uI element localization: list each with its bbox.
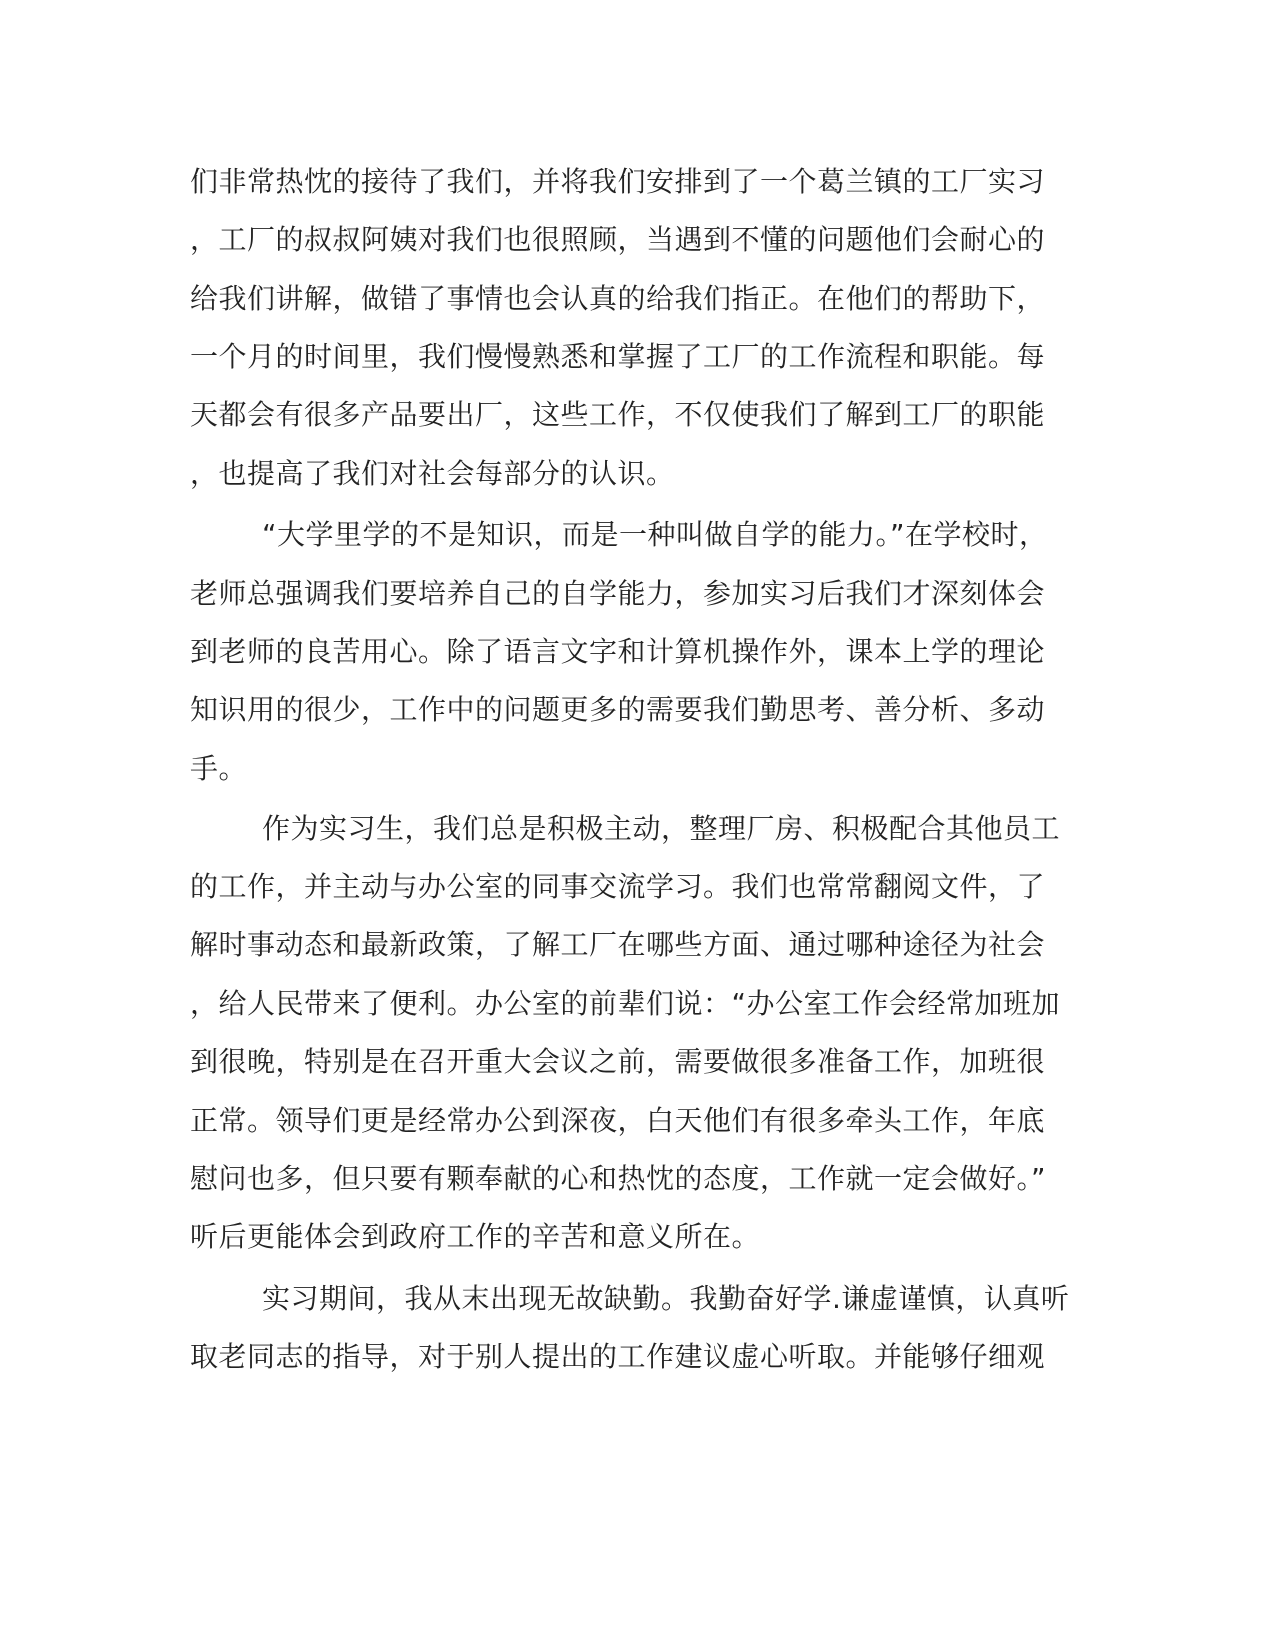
text-line: 的工作，并主动与办公室的同事交流学习。我们也常常翻阅文件，了 (190, 870, 1046, 903)
text-line: 取老同志的指导，对于别人提出的工作建议虚心听取。并能够仔细观 (190, 1340, 1046, 1373)
text-line: 解时事动态和最新政策，了解工厂在哪些方面、通过哪种途径为社会 (190, 928, 1046, 961)
text-line: 一个月的时间里，我们慢慢熟悉和掌握了工厂的工作流程和职能。每 (190, 340, 1046, 373)
text-line: 给我们讲解，做错了事情也会认真的给我们指正。在他们的帮助下， (190, 282, 1046, 315)
text-line: 老师总强调我们要培养自己的自学能力，参加实习后我们才深刻体会 (190, 577, 1046, 610)
text-line: 作为实习生，我们总是积极主动，整理厂房、积极配合其他员工 (262, 812, 1061, 845)
text-line: 听后更能体会到政府工作的辛苦和意义所在。 (190, 1220, 761, 1253)
text-line: 到老师的良苦用心。除了语言文字和计算机操作外，课本上学的理论 (190, 635, 1046, 668)
text-line: 慰问也多，但只要有颗奉献的心和热忱的态度，工作就一定会做好。” (190, 1162, 1047, 1195)
text-line: 天都会有很多产品要出厂，这些工作，不仅使我们了解到工厂的职能 (190, 398, 1046, 431)
text-line: 知识用的很少，工作中的问题更多的需要我们勤思考、善分析、多动 (190, 693, 1046, 726)
text-line: “大学里学的不是知识，而是一种叫做自学的能力。”在学校时， (262, 518, 1048, 551)
text-line: ，也提高了我们对社会每部分的认识。 (190, 457, 675, 490)
text-line: ，给人民带来了便利。办公室的前辈们说：“办公室工作会经常加班加 (190, 987, 1061, 1020)
text-line: 正常。领导们更是经常办公到深夜，白天他们有很多牵头工作，年底 (190, 1104, 1046, 1137)
text-line: ，工厂的叔叔阿姨对我们也很照顾，当遇到不懂的问题他们会耐心的 (190, 223, 1046, 256)
text-line: 们非常热忱的接待了我们，并将我们安排到了一个葛兰镇的工厂实习 (190, 165, 1046, 198)
text-line: 到很晚，特别是在召开重大会议之前，需要做很多准备工作，加班很 (190, 1045, 1046, 1078)
text-line: 手。 (190, 752, 248, 785)
text-line: 实习期间，我从末出现无故缺勤。我勤奋好学.谦虚谨慎，认真听 (262, 1282, 1070, 1315)
